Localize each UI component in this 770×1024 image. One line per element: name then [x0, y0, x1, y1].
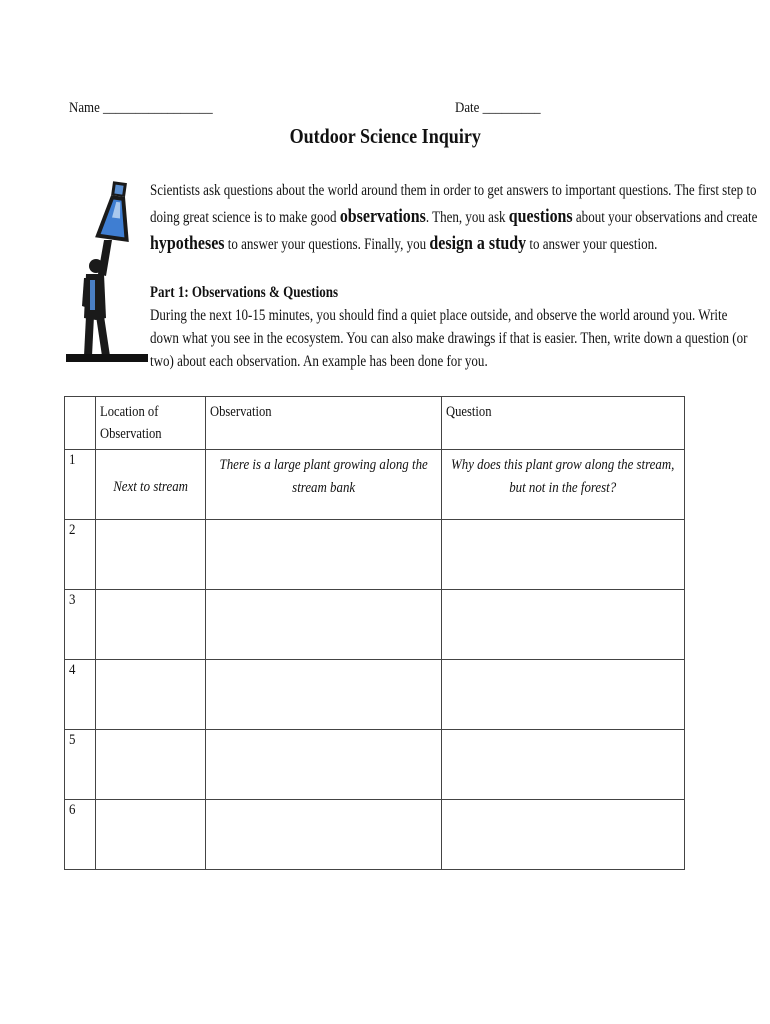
- location-cell[interactable]: [96, 590, 206, 660]
- location-cell[interactable]: Next to stream: [96, 450, 206, 520]
- row-number: 6: [65, 800, 96, 870]
- table-row: [65, 590, 685, 660]
- name-field-label: Name _________________: [69, 100, 213, 116]
- location-cell[interactable]: [96, 730, 206, 800]
- observation-cell[interactable]: There is a large plant growing along the stream bank: [206, 450, 442, 520]
- location-cell[interactable]: [96, 800, 206, 870]
- row-number: 2: [65, 520, 96, 590]
- scientist-with-flask-illustration: [66, 178, 148, 366]
- observation-cell[interactable]: [206, 730, 442, 800]
- table-header-row: [65, 397, 685, 450]
- row-number: 4: [65, 660, 96, 730]
- header-observation: Observation: [206, 397, 442, 450]
- header-number-cell: [65, 397, 96, 450]
- date-field-label: Date _________: [455, 100, 541, 116]
- table-row: [65, 520, 685, 590]
- part1-heading: Part 1: Observations & Questions: [150, 284, 339, 301]
- intro-line-1: Scientists ask questions about the world around them in order to get answers to important questions. The first step to: [150, 182, 757, 199]
- intro-line-3: hypotheses to answer your questions. Finally, you design a study to answer your question.: [150, 233, 658, 254]
- observation-cell[interactable]: [206, 590, 442, 660]
- row-number: 1: [65, 450, 96, 520]
- question-cell[interactable]: [442, 660, 685, 730]
- location-cell[interactable]: [96, 660, 206, 730]
- row-number: 3: [65, 590, 96, 660]
- header-question: Question: [442, 397, 685, 450]
- location-cell[interactable]: [96, 520, 206, 590]
- question-cell[interactable]: [442, 800, 685, 870]
- observation-cell[interactable]: [206, 660, 442, 730]
- table-row: [65, 800, 685, 870]
- row-number: 5: [65, 730, 96, 800]
- table-row: [65, 450, 685, 520]
- observation-cell[interactable]: [206, 800, 442, 870]
- keyword-design-a-study: design a study: [429, 233, 527, 254]
- keyword-questions: questions: [508, 206, 573, 227]
- question-cell[interactable]: [442, 590, 685, 660]
- table-row: [65, 730, 685, 800]
- header-location: Location of Observation: [96, 397, 206, 450]
- part1-line-3: two) about each observation. An example has been done for you.: [150, 353, 488, 370]
- part1-line-1: During the next 10-15 minutes, you should find a quiet place outside, and observe the world around you. Write: [150, 307, 728, 324]
- part1-line-2: down what you see in the ecosystem. You can also make drawings if that is easier. Then, write down a question (or: [150, 330, 748, 347]
- question-cell[interactable]: [442, 520, 685, 590]
- keyword-hypotheses: hypotheses: [150, 233, 225, 254]
- observation-cell[interactable]: [206, 520, 442, 590]
- table-row: [65, 660, 685, 730]
- intro-line-2: doing great science is to make good observations. Then, you ask questions about your observations and create: [150, 206, 758, 227]
- page-title: Outdoor Science Inquiry: [289, 124, 481, 148]
- question-cell[interactable]: Why does this plant grow along the stream, but not in the forest?: [442, 450, 685, 520]
- question-cell[interactable]: [442, 730, 685, 800]
- keyword-observations: observations: [339, 206, 426, 227]
- observations-table: [64, 396, 685, 870]
